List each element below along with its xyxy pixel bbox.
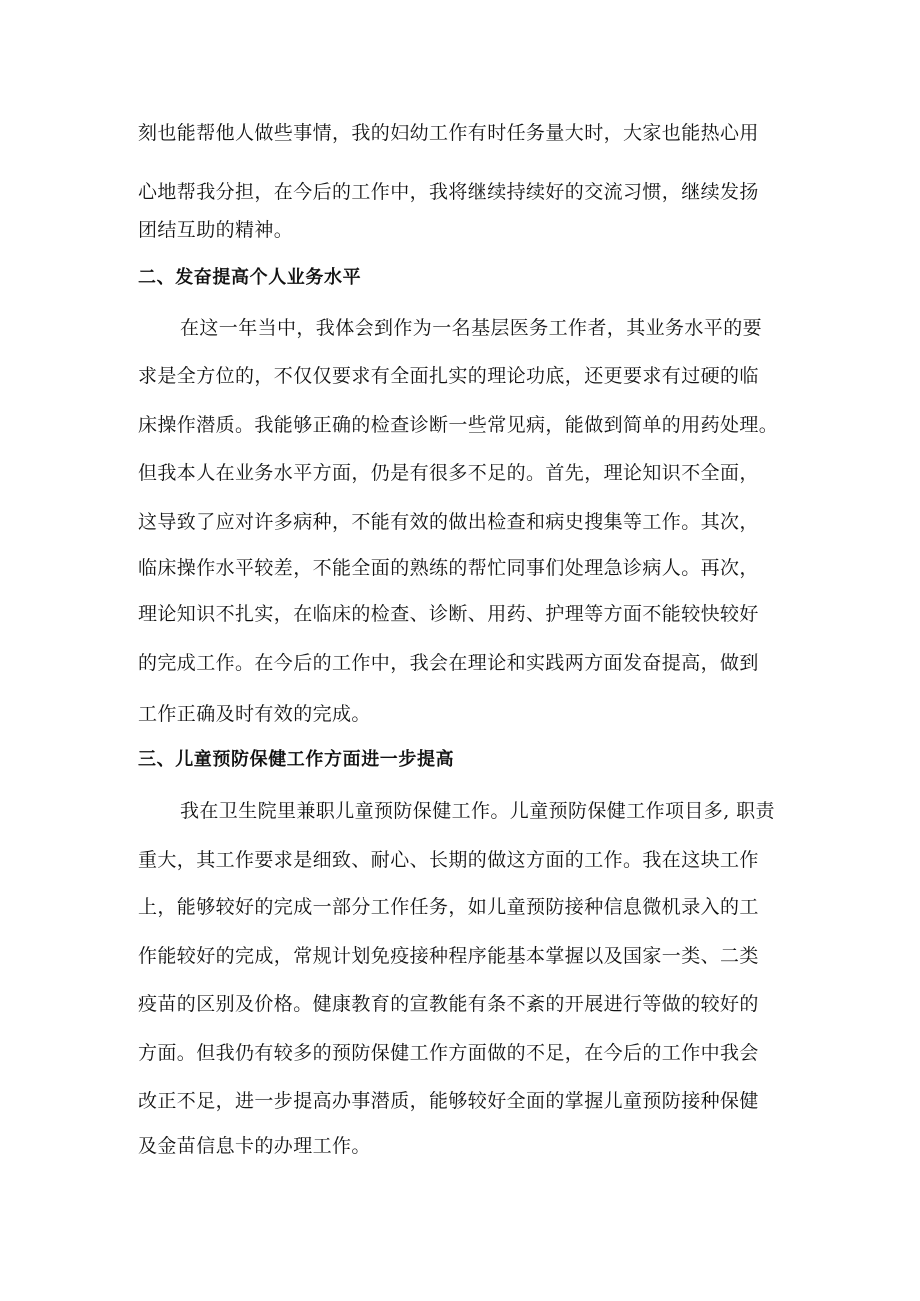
text-line: 在这一年当中，我体会到作为一名基层医务工作者，其业务水平的要 <box>180 317 763 339</box>
text-line: 这导致了应对许多病种，不能有效的做出检查和病史搜集等工作。其次， <box>138 511 759 533</box>
text-line: 但我本人在业务水平方面，仍是有很多不足的。首先，理论知识不全面， <box>138 462 759 484</box>
text-line: 作能较好的完成，常规计划免疫接种程序能基本掌握以及国家一类、二类 <box>138 945 759 967</box>
text-line: 床操作潜质。我能够正确的检查诊断一些常见病，能做到简单的用药处理。 <box>138 414 779 436</box>
text-line: 上，能够较好的完成一部分工作任务，如儿童预防接种信息微机录入的工 <box>138 896 759 918</box>
text-line: 刻也能帮他人做些事情，我的妇幼工作有时任务量大时，大家也能热心用 <box>138 122 759 144</box>
text-line: 理论知识不扎实，在临床的检查、诊断、用药、护理等方面不能较快较好 <box>138 603 759 625</box>
text-line: 求是全方位的，不仅仅要求有全面扎实的理论功底，还更要求有过硬的临 <box>138 365 759 387</box>
text-line: 疫苗的区别及价格。健康教育的宣教能有条不紊的开展进行等做的较好的 <box>138 993 759 1015</box>
text-line: 重大，其工作要求是细致、耐心、长期的做这方面的工作。我在这块工作 <box>138 849 759 871</box>
section-heading: 三、儿童预防保健工作方面进一步提高 <box>138 749 455 770</box>
text-line: 方面。但我仍有较多的预防保健工作方面做的不足，在今后的工作中我会 <box>138 1042 759 1064</box>
text-line: 临床操作水平较差，不能全面的熟练的帮忙同事们处理急诊病人。再次， <box>138 557 759 579</box>
text-line: 及金苗信息卡的办理工作。 <box>138 1135 371 1157</box>
text-line: 的完成工作。在今后的工作中，我会在理论和实践两方面发奋提高，做到 <box>138 652 759 674</box>
text-line: 团结互助的精神。 <box>138 219 294 241</box>
section-heading: 二、发奋提高个人业务水平 <box>138 267 362 288</box>
text-line: 工作正确及时有效的完成。 <box>138 703 371 725</box>
text-line: 改正不足，进一步提高办事潜质，能够较好全面的掌握儿童预防接种保健 <box>138 1090 759 1112</box>
text-line: 我在卫生院里兼职儿童预防保健工作。儿童预防保健工作项目多, 职责 <box>180 800 775 822</box>
text-line: 心地帮我分担，在今后的工作中，我将继续持续好的交流习惯，继续发扬 <box>138 181 759 203</box>
